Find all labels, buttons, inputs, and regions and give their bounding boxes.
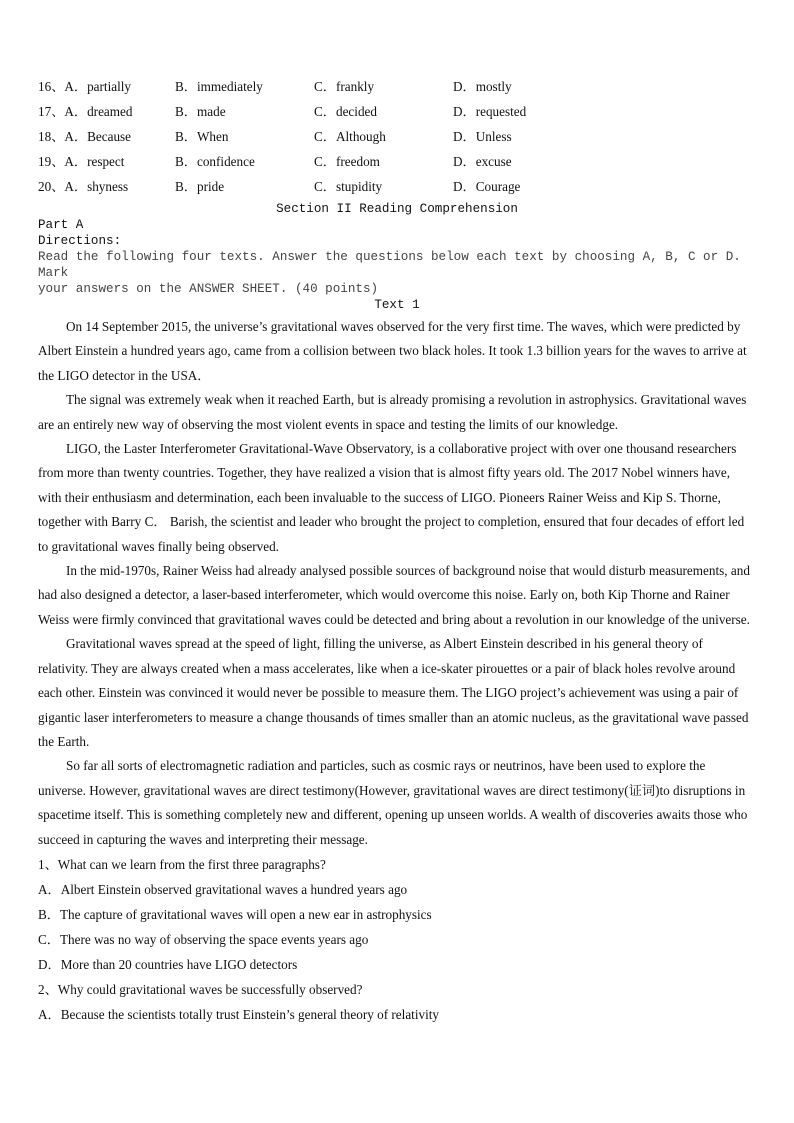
question-2: 2、Why could gravitational waves be successfully observed? — [38, 981, 363, 997]
paragraph: In the mid-1970s, Rainer Weiss had already analysed possible sources of background noise that would disturb measurements, and had also designed a detector, a laser-based interferometer, which would overcome this noise. Early on, both Kip Thorne and Rainer Weiss were firmly convinced that gravitational waves could be detected and bring about a revolution in our knowledge of the universe. — [38, 563, 750, 627]
section-title: Section II Reading Comprehension — [276, 202, 518, 216]
paragraph: The signal was extremely weak when it reached Earth, but is already promising a revolution in astrophysics. Gravitational waves are an entirely new way of observing the most violent events in space and testing the limits of our knowledge. — [38, 392, 747, 432]
option-table — [38, 74, 756, 199]
option-b: B．confidence — [175, 154, 255, 169]
answer-choice: A．Albert Einstein observed gravitational waves a hundred years ago — [38, 881, 408, 897]
option-c: C．frankly — [314, 79, 375, 94]
option-a: 17、A．dreamed — [38, 104, 133, 119]
option-d: D．Courage — [453, 179, 521, 194]
document-page — [38, 74, 756, 1027]
directions-line-1: Read the following four texts. Answer the questions below each text by choosing A, B, C or D. Mark — [38, 250, 749, 280]
option-a: 19、A．respect — [38, 154, 125, 169]
option-c: C．decided — [314, 104, 377, 119]
paragraph: So far all sorts of electromagnetic radiation and particles, such as cosmic rays or neutrinos, have been used to explore the universe. However, gravitational waves are direct testimony(However, gravitational waves are direct testimony(证词)to disruptions in spacetime itself. This is something completely new and different, opening up unseen worlds. A wealth of discoveries awaits those who succeed in capturing the waves and interpreting their message. — [38, 758, 748, 847]
option-a: 16、A．partially — [38, 79, 132, 94]
answer-choice: D．More than 20 countries have LIGO detectors — [38, 956, 298, 972]
directions-label: Directions: — [38, 234, 122, 248]
option-b: B．immediately — [175, 79, 263, 94]
answer-choice: B．The capture of gravitational waves will open a new ear in astrophysics — [38, 906, 432, 922]
option-b: B．pride — [175, 179, 225, 194]
paragraph: LIGO, the Laster Interferometer Gravitational-Wave Observatory, is a collaborative project with over one thousand researchers from more than twenty countries. Together, they have realized a vision that is almost fifty years old. The 2017 Nobel winners have, with their enthusiasm and determination, each been invaluable to the success of LIGO. Pioneers Rainer Weiss and Kip S. Thorne, together with Barry C． Barish, the scientist and leader who brought the project to completion, ensured that four decades of effort led to gravitational waves finally being observed. — [38, 441, 745, 554]
part-label: Part A — [38, 218, 84, 232]
paragraph: Gravitational waves spread at the speed of light, filling the universe, as Albert Einstein described in his general theory of relativity. They are always created when a mass accelerates, like when a ice-skater pirouettes or a pair of black holes revolve around each other. Einstein was convinced it would never be possible to measure them. The LIGO project’s achievement was using a pair of gigantic laser interferometers to measure a change thousands of times smaller than an atomic nucleus, as the gravitational wave passed the Earth. — [38, 636, 749, 749]
option-row — [38, 74, 756, 99]
option-row — [38, 174, 756, 199]
option-b: B．When — [175, 129, 229, 144]
option-d: D．requested — [453, 104, 527, 119]
directions-line-2: your answers on the ANSWER SHEET. (40 points) — [38, 282, 379, 296]
passage — [38, 315, 756, 852]
option-row — [38, 124, 756, 149]
text-title: Text 1 — [374, 298, 420, 312]
option-row — [38, 99, 756, 124]
option-d: D．mostly — [453, 79, 512, 94]
paragraph: On 14 September 2015, the universe’s gravitational waves observed for the very first time. The waves, which were predicted by Albert Einstein a hundred years ago, came from a collision between two black holes. It took 1.3 billion years for the waves to arrive at the LIGO detector in the USA． — [38, 319, 747, 383]
option-d: D．Unless — [453, 129, 512, 144]
option-row — [38, 149, 756, 174]
answer-choice: C．There was no way of observing the space events years ago — [38, 931, 369, 947]
questions — [38, 852, 756, 1027]
option-a: 18、A．Because — [38, 129, 132, 144]
option-a: 20、A．shyness — [38, 179, 129, 194]
option-c: C．Although — [314, 129, 386, 144]
option-b: B．made — [175, 104, 226, 119]
answer-choice: A．Because the scientists totally trust Einstein’s general theory of relativity — [38, 1006, 440, 1022]
option-c: C．freedom — [314, 154, 380, 169]
option-d: D．excuse — [453, 154, 512, 169]
question-1: 1、What can we learn from the first three paragraphs? — [38, 856, 326, 872]
option-c: C．stupidity — [314, 179, 383, 194]
